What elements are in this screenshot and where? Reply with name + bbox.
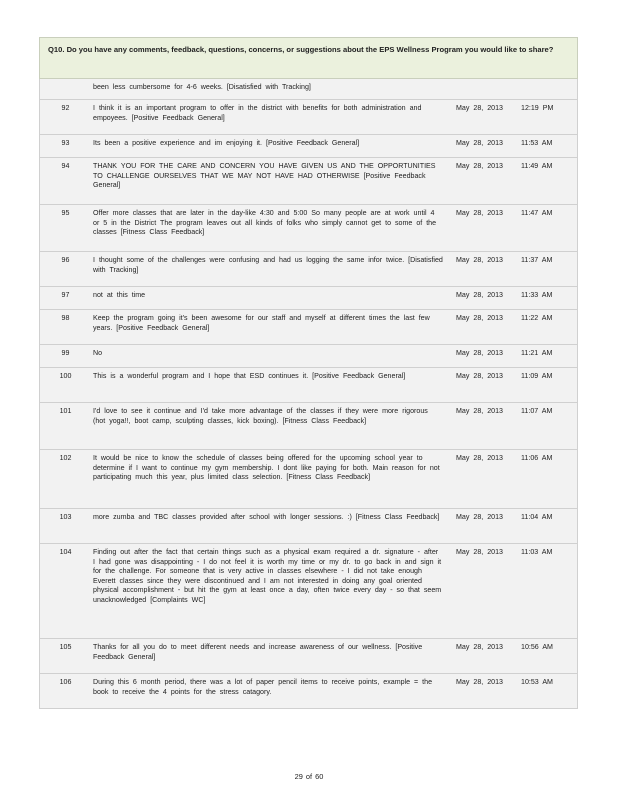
- response-text: It would be nice to know the schedule of classes being offered for the upcoming school year to determine if I want to continue my gym membership. I dont like paying for both. Main reason for not participating much this year, plus limited class selection. [Fitness Class Feedback]: [93, 454, 440, 482]
- table-row: [39, 509, 578, 544]
- table-row: [39, 252, 578, 287]
- response-time: 11:53 AM: [521, 139, 553, 147]
- response-text: Offer more classes that are later in the day-like 4:30 and 5:00 So many people are at work until 4 or 5 in the District The program leaves out all kinds of folks who simply cannot get to some of the classes [Fitness Class Feedback]: [93, 209, 437, 237]
- response-time: 11:21 AM: [521, 349, 553, 357]
- response-date: May 28, 2013: [456, 209, 503, 217]
- table-row: [39, 368, 578, 403]
- response-date: [451, 79, 521, 99]
- response-text: been less cumbersome for 4-6 weeks. [Disatisfied with Tracking]: [93, 83, 311, 91]
- table-row: [39, 450, 578, 509]
- response-time: 11:04 AM: [521, 513, 553, 521]
- table-row: [39, 403, 578, 450]
- response-number: 93: [61, 139, 70, 147]
- response-text: During this 6 month period, there was a lot of paper pencil items to receive points, example = the book to receive the 4 points for the stress catagory.: [93, 678, 433, 696]
- response-text: I thought some of the challenges were confusing and had us logging the same infor twice. [Disatisfied with Tracking]: [93, 256, 443, 274]
- response-date: May 28, 2013: [456, 349, 503, 357]
- response-time: 12:19 PM: [521, 104, 554, 112]
- response-date: May 28, 2013: [456, 372, 503, 380]
- response-number: [40, 79, 91, 99]
- response-time: 11:37 AM: [521, 256, 553, 264]
- page-number: 29 of 60: [294, 772, 324, 781]
- response-time: 10:53 AM: [521, 678, 553, 686]
- response-text: I'd love to see it continue and I'd take more advantage of the classes if they were more rigorous (hot yoga!!, boot camp, sculpting classes, kick boxing). [Fitness Class Feedback]: [93, 407, 428, 425]
- response-date: May 28, 2013: [456, 407, 503, 415]
- response-number: 96: [61, 256, 70, 264]
- table-row: [39, 639, 578, 674]
- table-row: [39, 205, 578, 252]
- response-time: 11:07 AM: [521, 407, 553, 415]
- response-date: May 28, 2013: [456, 104, 503, 112]
- table-row: [39, 158, 578, 205]
- response-text: Thanks for all you do to meet different needs and increase awareness of our wellness. [Positive Feedback General]: [93, 643, 423, 661]
- response-text: Keep the program going it's been awesome for our staff and myself at different times the last few years. [Positive Feedback General]: [93, 314, 430, 332]
- response-time: 11:33 AM: [521, 291, 553, 299]
- response-time: 11:22 AM: [521, 314, 553, 322]
- response-date: May 28, 2013: [456, 256, 503, 264]
- table-row: [39, 287, 578, 310]
- response-time: [521, 79, 581, 99]
- response-date: May 28, 2013: [456, 314, 503, 322]
- response-time: 11:09 AM: [521, 372, 553, 380]
- response-date: May 28, 2013: [456, 548, 503, 556]
- response-number: 104: [59, 548, 72, 556]
- response-rows: [39, 79, 578, 709]
- table-row: [39, 135, 578, 158]
- table-row: [39, 79, 578, 100]
- response-number: 106: [59, 678, 72, 686]
- response-text: Its been a positive experience and im enjoying it. [Positive Feedback General]: [93, 139, 360, 147]
- table-row: [39, 345, 578, 368]
- response-date: May 28, 2013: [456, 139, 503, 147]
- table-row: [39, 310, 578, 345]
- question-text: Q10. Do you have any comments, feedback, questions, concerns, or suggestions about the EPS Wellness Program you would like to share?: [48, 45, 554, 54]
- response-time: 11:06 AM: [521, 454, 553, 462]
- response-number: 98: [61, 314, 70, 322]
- response-date: May 28, 2013: [456, 678, 503, 686]
- response-text: Finding out after the fact that certain things such as a physical exam required a dr. signature - after I had gone was disappointing - I do not feel it is worth my time or my dr. to go back in and sign it for the challenge. For someone that is very active in classes elsewhere - I did not take enough Everett classes since they were discontinued and I am not interested in doing any goal oriented physical accomplishment - but hit the gym at least once a day, often twice every day - so that seem unacknowledged [Complaints WC]: [93, 548, 442, 604]
- response-number: 95: [61, 209, 70, 217]
- response-text: more zumba and TBC classes provided after school with longer sessions. :) [Fitness Class Feedback]: [93, 513, 440, 521]
- response-text: not at this time: [93, 291, 146, 299]
- response-text: This is a wonderful program and I hope that ESD continues it. [Positive Feedback General]: [93, 372, 406, 380]
- response-date: May 28, 2013: [456, 291, 503, 299]
- response-date: May 28, 2013: [456, 454, 503, 462]
- response-date: May 28, 2013: [456, 643, 503, 651]
- table-row: [39, 674, 578, 709]
- response-time: 11:47 AM: [521, 209, 553, 217]
- response-number: 99: [61, 349, 70, 357]
- response-text: THANK YOU FOR THE CARE AND CONCERN YOU HAVE GIVEN US AND THE OPPORTUNITIES TO CHALLENGE OURSELVES THAT WE MAY NOT HAVE HAD OTHERWISE [Positive Feedback General]: [93, 162, 436, 190]
- table-row: [39, 544, 578, 639]
- responses-table: [39, 37, 578, 709]
- response-text: No: [93, 349, 103, 357]
- question-header: [39, 37, 578, 79]
- response-date: May 28, 2013: [456, 513, 503, 521]
- response-time: 11:49 AM: [521, 162, 553, 170]
- response-number: 105: [59, 643, 72, 651]
- response-number: 101: [59, 407, 72, 415]
- table-row: [39, 100, 578, 135]
- response-time: 10:56 AM: [521, 643, 553, 651]
- response-number: 97: [61, 291, 70, 299]
- response-text: I think it is an important program to offer in the district with benefits for both administration and empoyees. [Positive Feedback General]: [93, 104, 422, 122]
- response-number: 94: [61, 162, 70, 170]
- response-date: May 28, 2013: [456, 162, 503, 170]
- response-number: 100: [59, 372, 72, 380]
- response-time: 11:03 AM: [521, 548, 553, 556]
- response-number: 102: [59, 454, 72, 462]
- response-number: 103: [59, 513, 72, 521]
- response-number: 92: [61, 104, 70, 112]
